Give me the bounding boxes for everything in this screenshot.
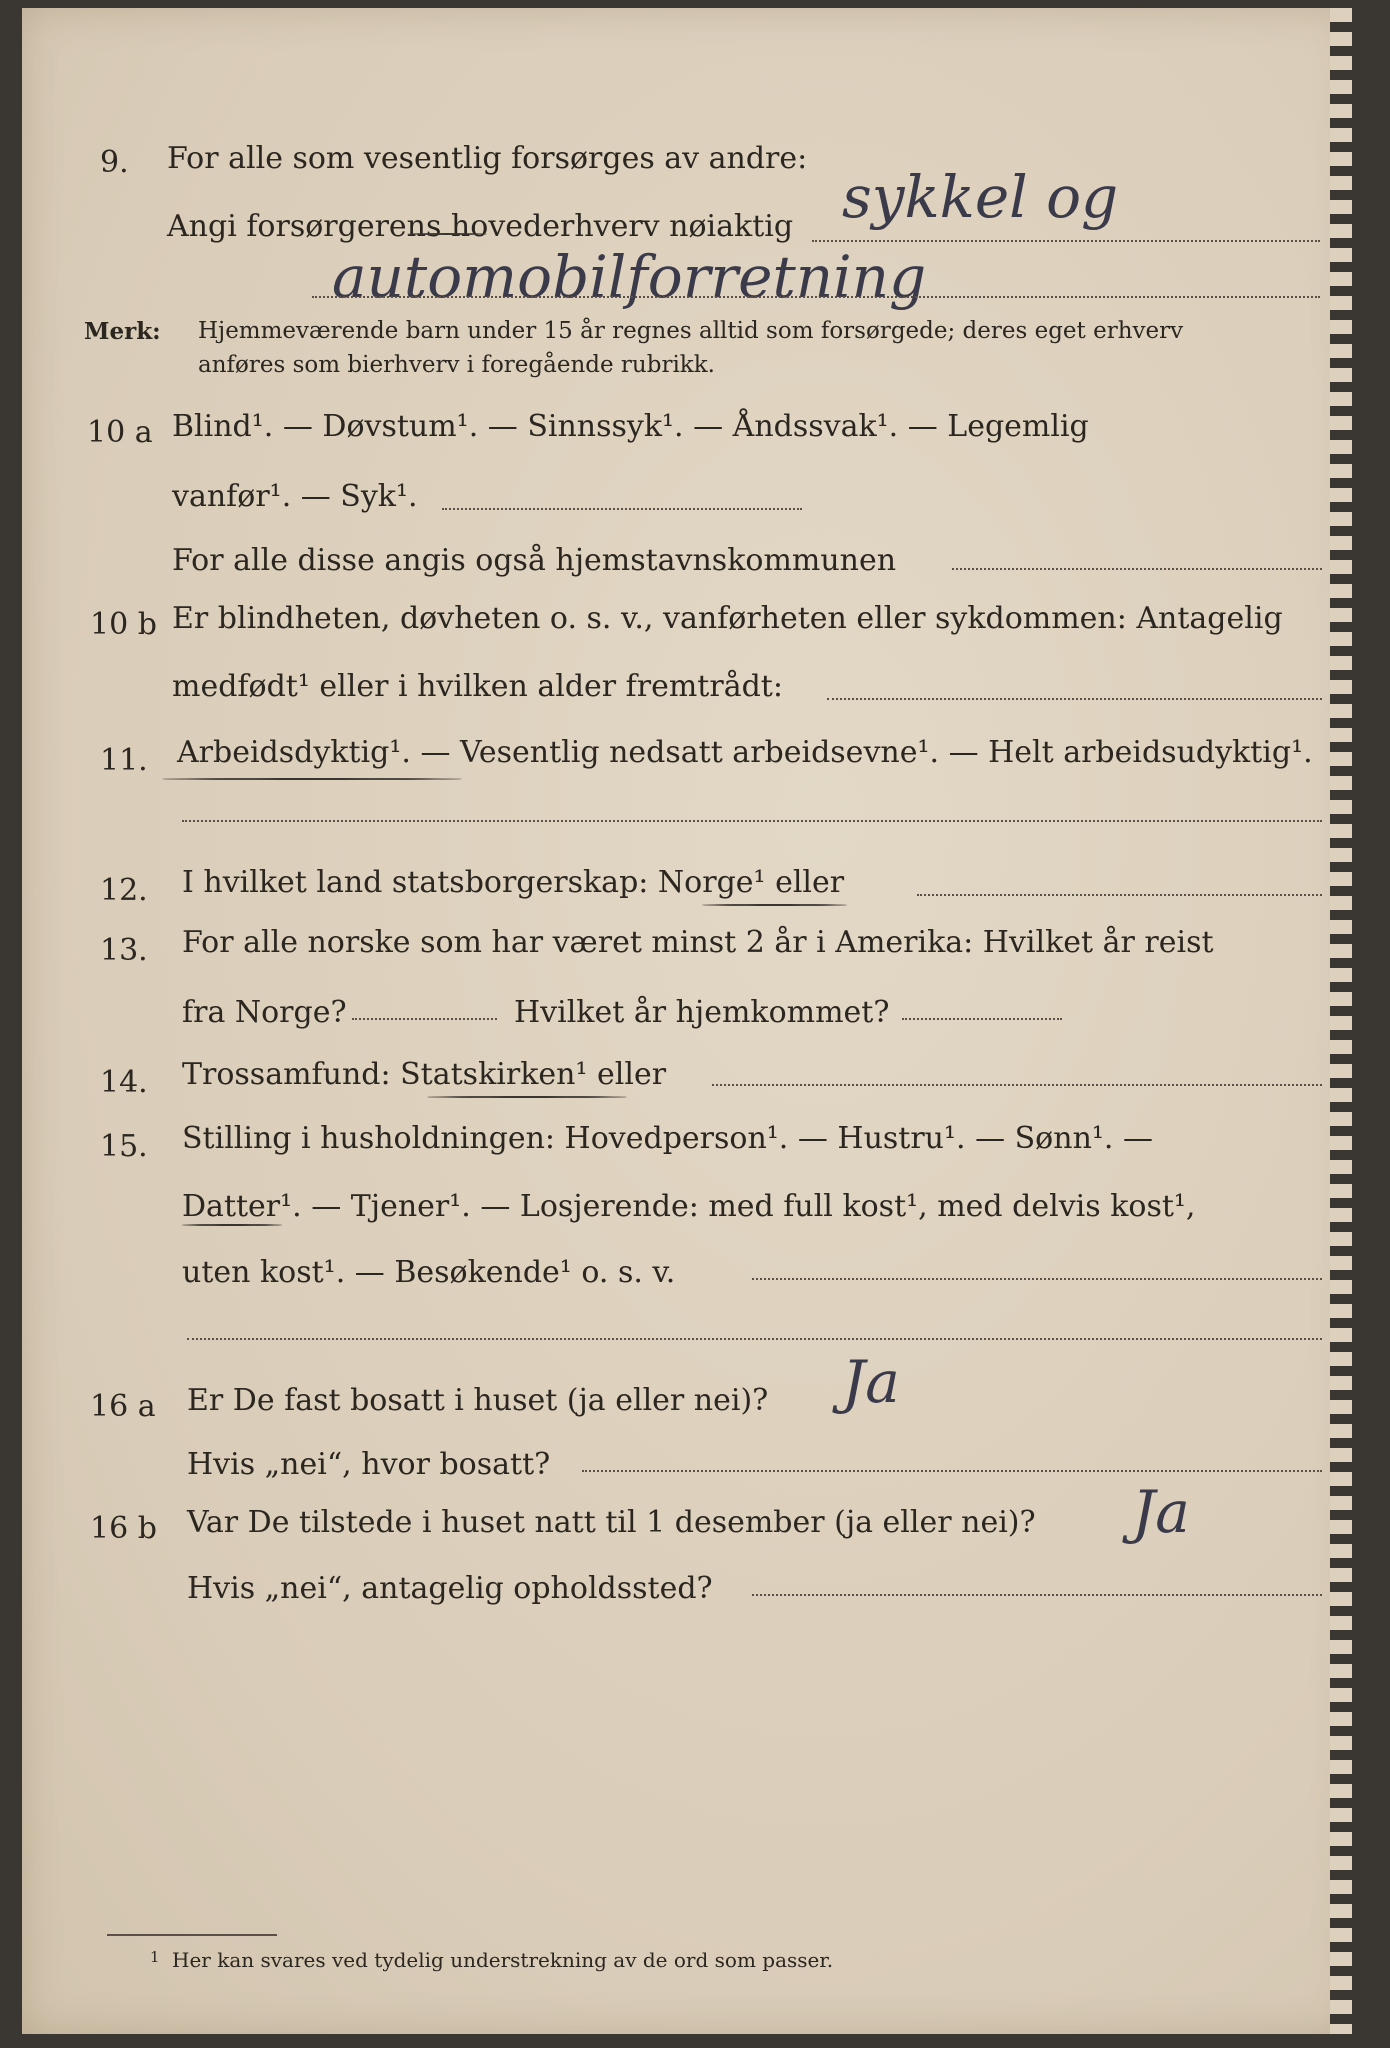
- q9-line2: Angi forsørgerens hovederhverv nøiaktig: [167, 209, 794, 244]
- q11-answer-line: [182, 820, 1322, 822]
- q16b-line2: Hvis „nei“, antagelig opholdssted?: [187, 1571, 713, 1606]
- q16a-bosatt-line: [582, 1470, 1322, 1472]
- q16b-line1: Var De tilstede i huset natt til 1 desember (ja eller nei)?: [187, 1505, 1036, 1540]
- q13-reist-line: [352, 1018, 497, 1020]
- q15-answer-line-2: [187, 1338, 1322, 1340]
- q12-norge-underline: [702, 904, 847, 906]
- q15-number: 15.: [100, 1129, 148, 1164]
- q16b-number: 16 b: [90, 1511, 157, 1546]
- q11-line1: Arbeidsdyktig¹. — Vesentlig nedsatt arbeidsevne¹. — Helt arbeidsudyktig¹.: [177, 735, 1313, 770]
- q10b-answer-line: [827, 698, 1322, 700]
- q16a-number: 16 a: [90, 1389, 156, 1424]
- q10a-line2: vanfør¹. — Syk¹.: [172, 479, 418, 514]
- q12-answer-line: [917, 894, 1322, 896]
- q10a-line1: Blind¹. — Døvstum¹. — Sinnssyk¹. — Åndssvak¹. — Legemlig: [172, 409, 1089, 444]
- q15-datter-underline: [182, 1224, 282, 1226]
- footnote-rule: [107, 1934, 277, 1936]
- census-form-page: [22, 8, 1352, 2034]
- q10a-number: 10 a: [87, 415, 153, 450]
- footnote-text: Her kan svares ved tydelig understrekning av de ord som passer.: [172, 1948, 834, 1972]
- q11-number: 11.: [100, 743, 148, 778]
- q10b-line1: Er blindheten, døvheten o. s. v., vanførheten eller sykdommen: Antagelig: [172, 601, 1283, 636]
- q13-line1: For alle norske som har været minst 2 år i Amerika: Hvilket år reist: [182, 925, 1214, 960]
- perforated-edge: [1330, 8, 1352, 2034]
- q9-line1: For alle som vesentlig forsørges av andre:: [167, 141, 808, 176]
- merk-label: Merk:: [84, 318, 161, 345]
- q13-hjemkommet-line: [902, 1018, 1062, 1020]
- q9-answer-line: [812, 240, 1320, 242]
- q10b-number: 10 b: [90, 607, 157, 642]
- q15-line2: Datter¹. — Tjener¹. — Losjerende: med full kost¹, med delvis kost¹,: [182, 1189, 1196, 1224]
- q16b-opholdssted-line: [752, 1594, 1322, 1596]
- footnote-mark: 1: [150, 1948, 160, 1966]
- merk-line1: Hjemmeværende barn under 15 år regnes alltid som forsørgede; deres eget erhverv: [198, 318, 1184, 344]
- q10b-line2: medfødt¹ eller i hvilken alder fremtrådt:: [172, 669, 783, 704]
- q10a-hjemstavn-line: [952, 568, 1322, 570]
- q15-line3: uten kost¹. — Besøkende¹ o. s. v.: [182, 1255, 676, 1290]
- q9-number: 9.: [100, 145, 129, 180]
- q14-statskirken-underline: [427, 1096, 627, 1098]
- q9-answer-line-2: [312, 296, 1320, 298]
- q10a-syk-line: [442, 508, 802, 510]
- q14-line1: Trossamfund: Statskirken¹ eller: [182, 1057, 667, 1092]
- q9-handwritten-answer-1: sykkel og: [842, 163, 1119, 231]
- q15-answer-line: [752, 1278, 1322, 1280]
- q11-arbeidsdyktig-underline: [162, 778, 462, 780]
- q16a-handwritten-answer: Ja: [842, 1348, 900, 1416]
- q12-line1: I hvilket land statsborgerskap: Norge¹ eller: [182, 865, 845, 900]
- q13-line2b: Hvilket år hjemkommet?: [514, 995, 890, 1030]
- q16b-handwritten-answer: Ja: [1132, 1478, 1190, 1546]
- q16a-line2: Hvis „nei“, hvor bosatt?: [187, 1447, 551, 1482]
- q13-line2a: fra Norge?: [182, 995, 347, 1030]
- q16a-line1: Er De fast bosatt i huset (ja eller nei)?: [187, 1383, 769, 1418]
- q9-handwritten-answer-2: automobilforretning: [332, 243, 927, 311]
- merk-line2: anføres som bierhverv i foregående rubrikk.: [198, 352, 715, 378]
- q13-number: 13.: [100, 933, 148, 968]
- q14-answer-line: [712, 1084, 1322, 1086]
- q14-number: 14.: [100, 1065, 148, 1100]
- q9-underline-mark: [407, 233, 487, 235]
- q10a-line3: For alle disse angis også hjemstavnskommunen: [172, 543, 897, 578]
- q12-number: 12.: [100, 873, 148, 908]
- q15-line1: Stilling i husholdningen: Hovedperson¹. — Hustru¹. — Sønn¹. —: [182, 1121, 1153, 1156]
